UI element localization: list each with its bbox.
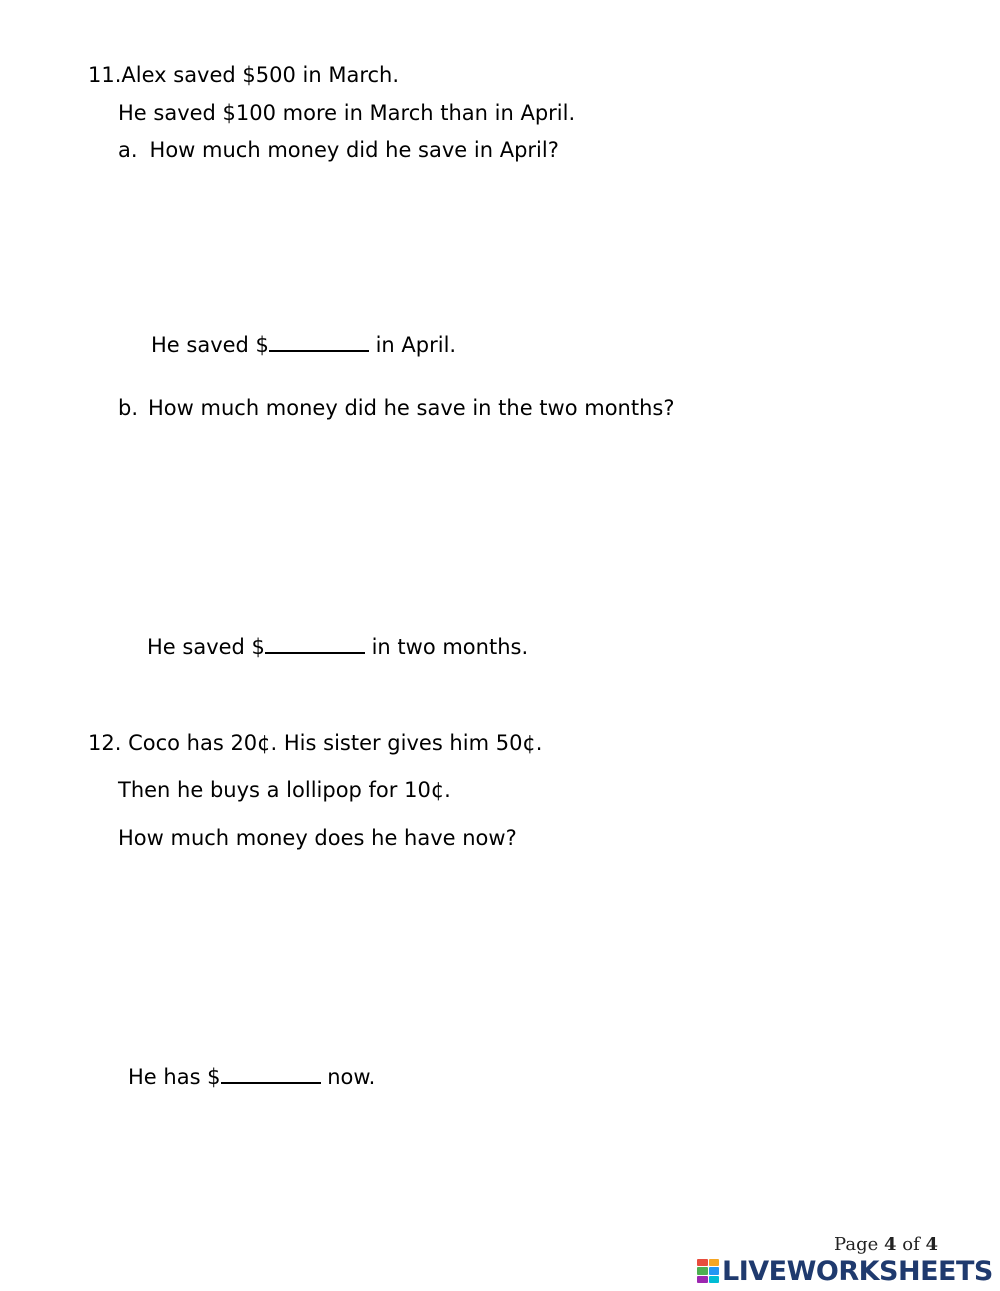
- page-total: 4: [925, 1234, 938, 1255]
- liveworksheets-icon: [697, 1259, 719, 1283]
- icon-block: [697, 1267, 708, 1274]
- page-of: of: [896, 1234, 926, 1255]
- q12-answer-blank[interactable]: [221, 1064, 321, 1084]
- icon-block: [709, 1259, 720, 1266]
- q12-line-3: How much money does he have now?: [118, 826, 517, 850]
- q11-part-a: [118, 137, 559, 163]
- icon-block: [709, 1267, 720, 1274]
- icon-block: [697, 1276, 708, 1283]
- icon-block: [697, 1259, 708, 1266]
- q11-part-b-answer: [147, 634, 528, 660]
- q11-line-1: 11.Alex saved $500 in March.: [88, 63, 400, 87]
- q12-line-1: 12. Coco has 20¢. His sister gives him 50¢.: [88, 731, 543, 755]
- brand-text: LIVEWORKSHEETS: [722, 1255, 993, 1287]
- page-word: Page: [834, 1234, 884, 1255]
- q11-part-a-label: a.: [118, 138, 138, 162]
- q11-part-a-answer: [151, 332, 456, 358]
- q12-line-2: Then he buys a lollipop for 10¢.: [118, 778, 451, 802]
- q11-part-b-answer-blank[interactable]: [265, 634, 365, 654]
- q11-part-b-answer-prefix: He saved $: [147, 635, 265, 659]
- q12-answer: [128, 1064, 375, 1090]
- q12-answer-prefix: He has $: [128, 1065, 221, 1089]
- q11-part-b-question: How much money did he save in the two months?: [148, 396, 675, 420]
- q11-part-b: [118, 395, 674, 421]
- q12-answer-suffix: now.: [320, 1065, 376, 1089]
- icon-block: [709, 1276, 720, 1283]
- q11-part-a-answer-suffix: in April.: [368, 333, 457, 357]
- q11-line-2: He saved $100 more in March than in April.: [118, 101, 576, 125]
- q11-part-b-label: b.: [118, 396, 139, 420]
- q11-part-a-answer-prefix: He saved $: [151, 333, 269, 357]
- liveworksheets-logo: [697, 1256, 993, 1286]
- q11-part-a-question: How much money did he save in April?: [149, 138, 559, 162]
- page-current: 4: [883, 1234, 897, 1255]
- page-number: [834, 1234, 938, 1255]
- q11-part-a-answer-blank[interactable]: [269, 332, 369, 352]
- q11-part-b-answer-suffix: in two months.: [364, 635, 529, 659]
